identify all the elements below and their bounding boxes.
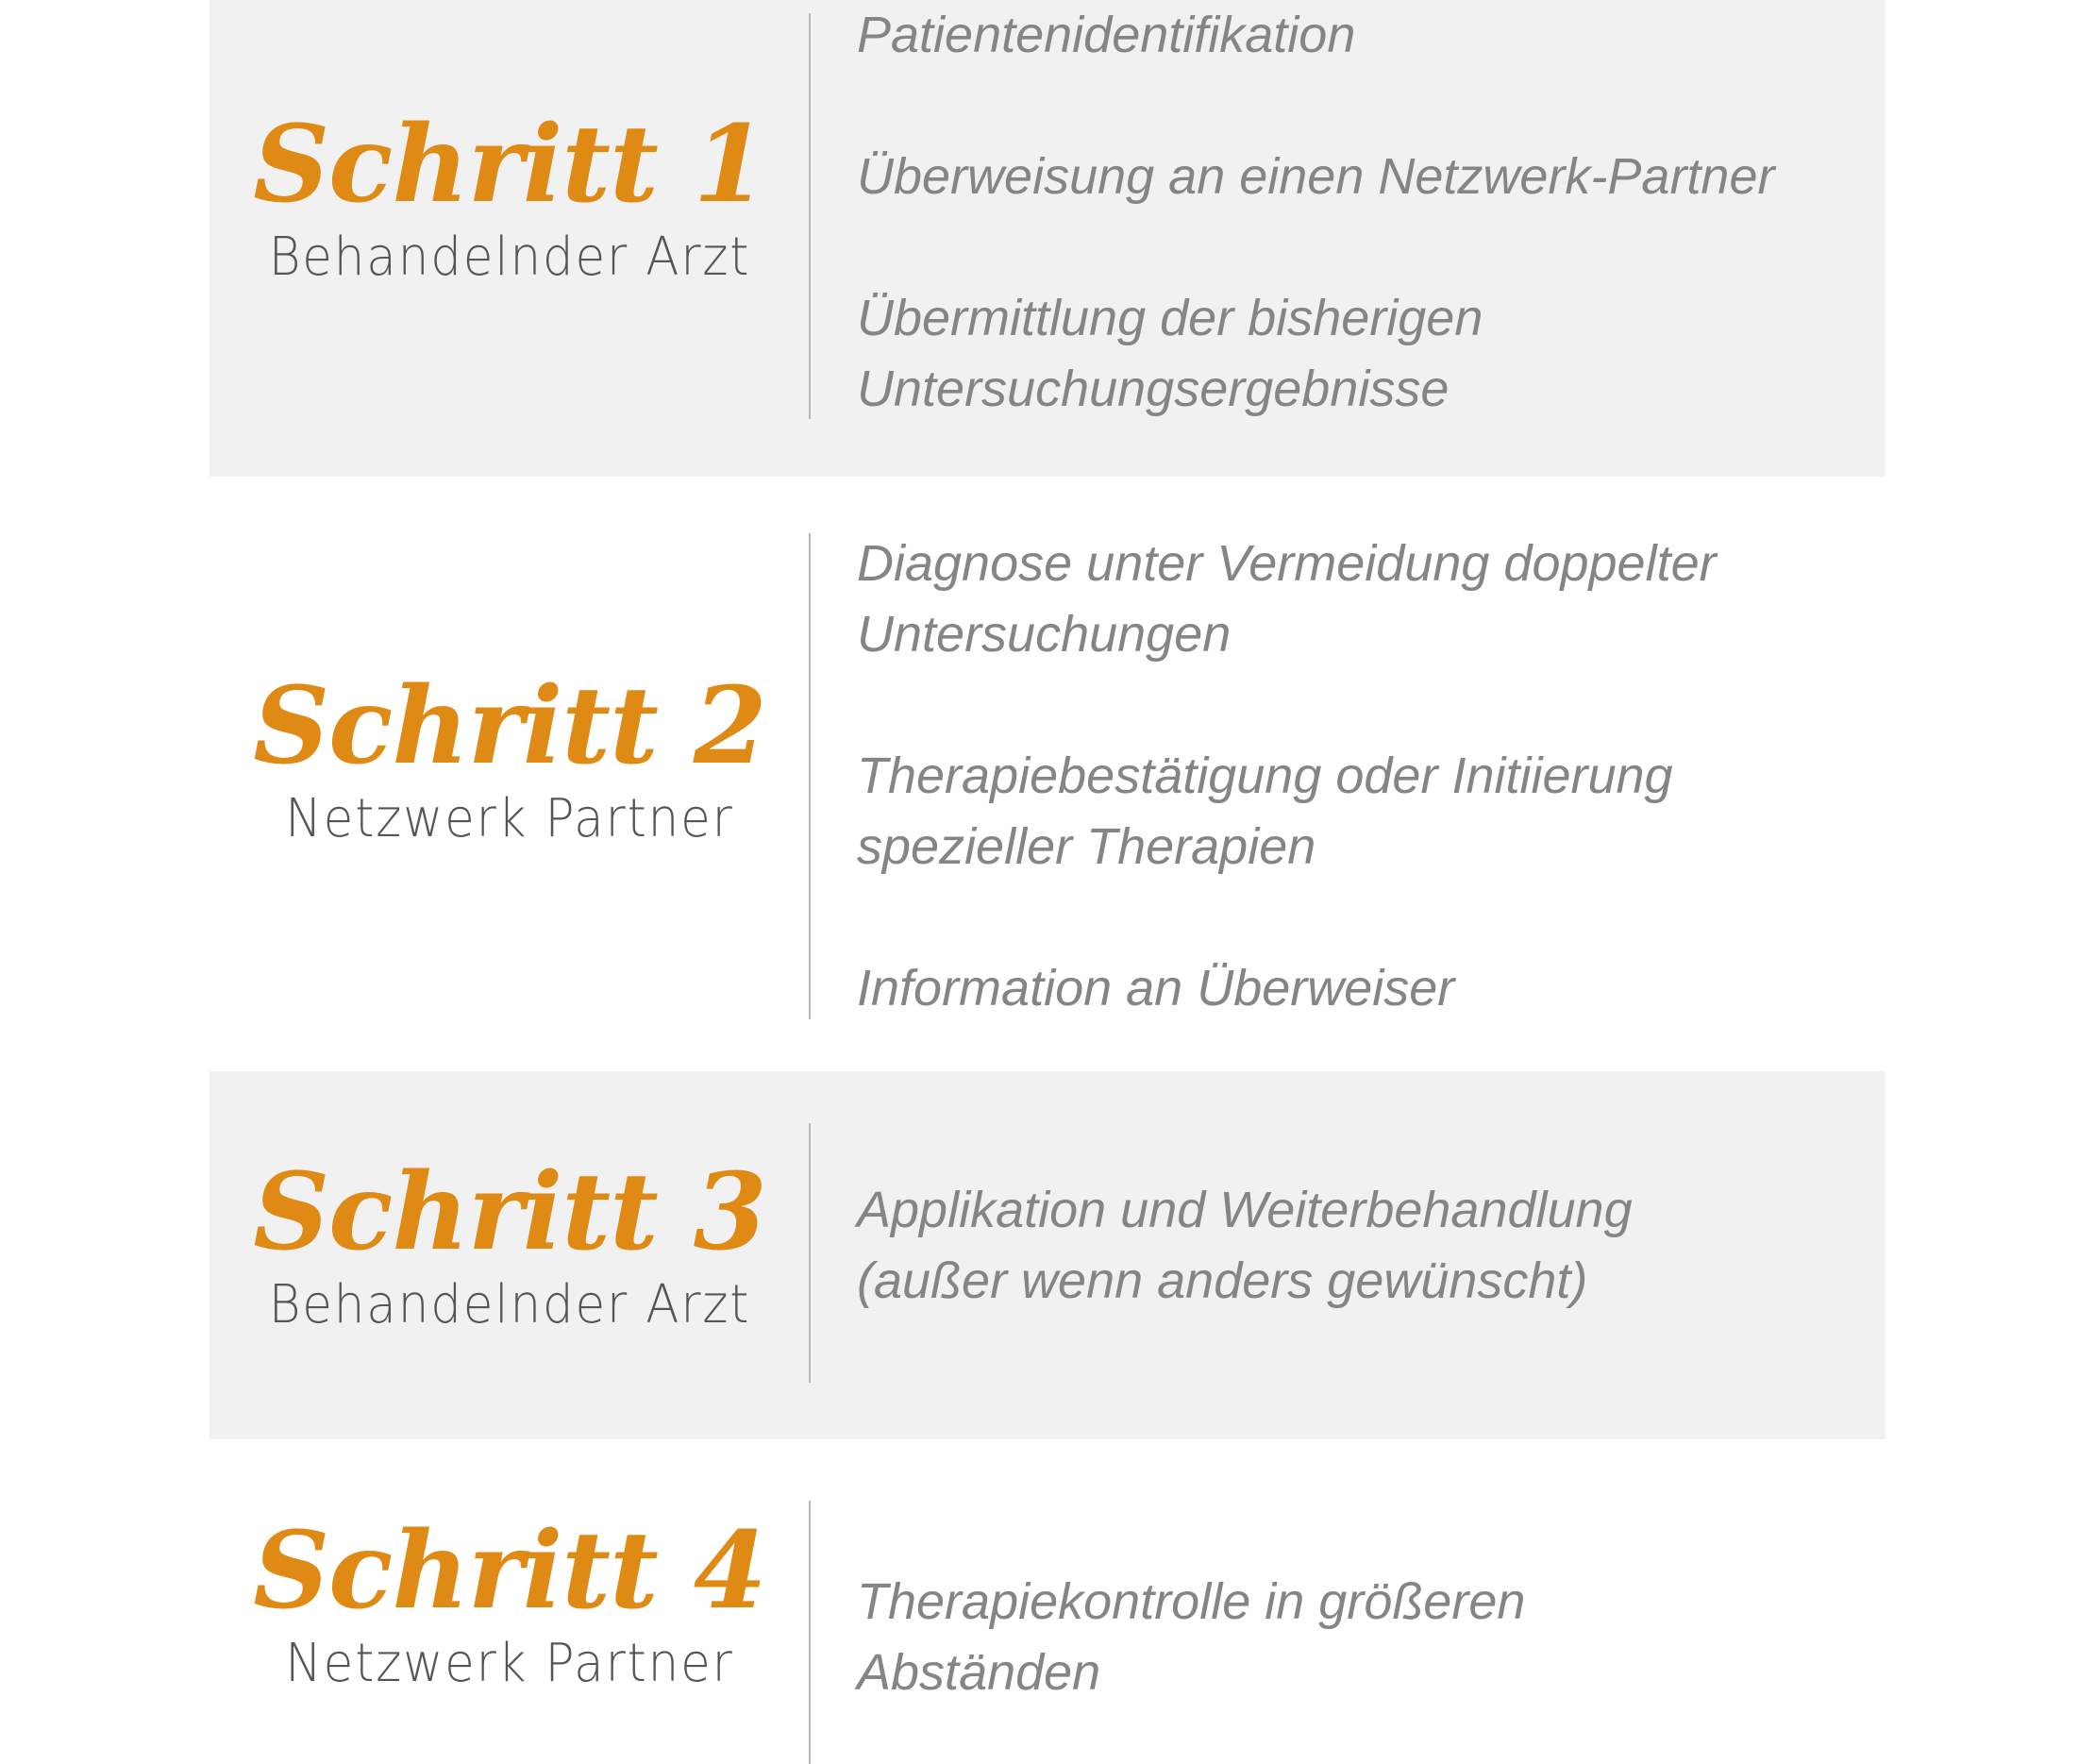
step-4-divider: [809, 1501, 811, 1764]
step-1-item-3: Übermittlung der bisherigen Untersuchungsergebnisse: [857, 290, 1483, 417]
step-2-title: Schritt 2: [253, 664, 766, 788]
step-3-role: Behandelnder Arzt: [268, 1274, 751, 1336]
step-3-panel: [210, 1071, 1886, 1439]
step-2-items: [857, 529, 1886, 1024]
step-2-heading: [210, 661, 810, 848]
step-4-item-1: Therapiekontrolle in größeren Abständen: [857, 1573, 1526, 1701]
step-3-item-1: Applikation und Weiterbehandlung (außer wenn anders gewünscht): [857, 1182, 1633, 1309]
step-2-panel: [210, 477, 1886, 1071]
step-4-role: Netzwerk Partner: [285, 1633, 734, 1694]
step-3-divider: [809, 1123, 811, 1383]
step-4-panel: [210, 1439, 1886, 1764]
step-1-item-2: Überweisung an einen Netzwerk-Partner: [857, 148, 1775, 205]
step-2-role: Netzwerk Partner: [285, 788, 734, 849]
step-2-item-3: Information an Überweiser: [857, 960, 1455, 1016]
step-3-title: Schritt 3: [253, 1151, 766, 1274]
step-1-panel: [210, 0, 1886, 477]
step-2-item-1: Diagnose unter Vermeidung doppelter Untersuchungen: [857, 535, 1717, 663]
step-1-item-1: Patientenidentifikation: [857, 7, 1356, 63]
step-1-items: [857, 0, 1886, 425]
step-4-heading: [210, 1505, 810, 1692]
step-2-item-2: Therapiebestätigung oder Initiierung spezieller Therapien: [857, 748, 1673, 875]
step-4-title: Schritt 4: [253, 1509, 766, 1633]
step-1-heading: [210, 99, 810, 286]
step-1-title: Schritt 1: [253, 103, 766, 227]
step-1-role: Behandelnder Arzt: [268, 227, 751, 288]
step-1-divider: [809, 13, 811, 419]
step-2-divider: [809, 533, 811, 1019]
step-3-heading: [210, 1147, 810, 1334]
step-4-items: [857, 1567, 1886, 1708]
step-3-items: [857, 1175, 1886, 1317]
